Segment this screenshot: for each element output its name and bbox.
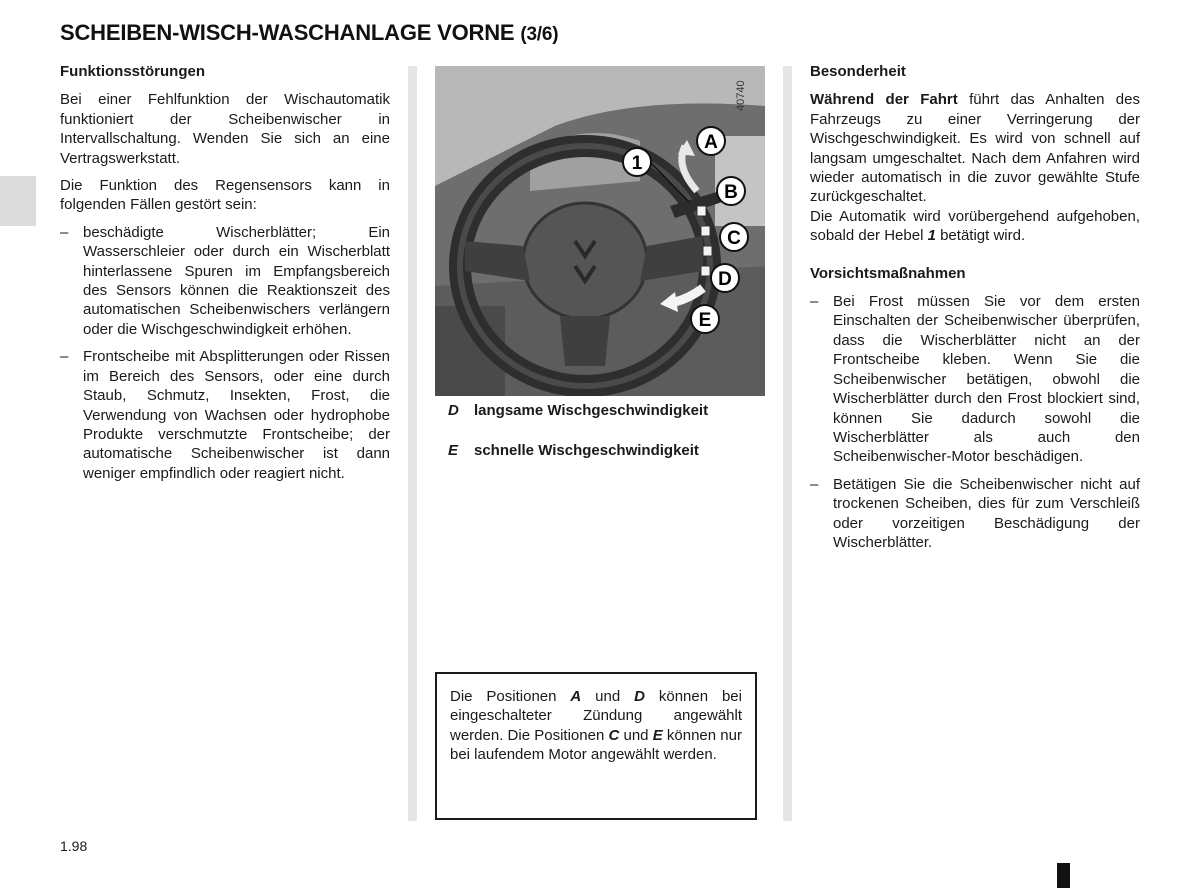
list-dash: –: [810, 293, 819, 311]
lever-key: 1: [927, 227, 936, 245]
list-item: [60, 347, 390, 483]
note-text: Die Positionen: [450, 688, 571, 705]
list-item: [810, 292, 1140, 467]
legend-text: schnelle Wischgeschwindigkeit: [474, 442, 699, 459]
malfunction-list: [60, 223, 390, 483]
page-corner-mark: [1057, 863, 1070, 888]
special-feature-heading: Besonderheit: [810, 63, 906, 80]
position-marker: [697, 206, 706, 216]
title-page-suffix: (3/6): [520, 24, 559, 45]
precautions-heading: Vorsichtsmaßnahmen: [810, 264, 966, 282]
driving-paragraph: [810, 90, 1140, 206]
note-text: können nur bei laufendem Motor angewählt werden.: [450, 726, 742, 764]
left-column: [60, 62, 390, 491]
page-number: 1.98: [60, 838, 88, 854]
note-text: und: [619, 726, 653, 744]
note-box: [435, 672, 757, 820]
figure-code: 40740: [735, 80, 747, 112]
steering-wheel-hub: [523, 203, 647, 319]
legend-entry: [448, 402, 708, 419]
driving-paragraph-text: führt das Anhalten des Fahrzeugs zu einer Verringerung der Wischgeschwindigkeit. Es wird von schnell auf langsam umgeschaltet. Nach dem Anfahren wird wieder automatisch in die zuvor gewählte Stufe zurückgeschaltet.: [810, 91, 1140, 206]
precautions-list: [810, 292, 1140, 552]
note-text: und: [581, 688, 635, 705]
position-marker: [703, 246, 712, 256]
legend-entry: [448, 442, 699, 459]
lever-label: 1: [631, 153, 643, 174]
right-column: [810, 62, 1140, 560]
column-separator-right: [783, 66, 792, 821]
note-key-a: A: [570, 688, 582, 705]
legend-key: D: [448, 402, 459, 419]
note-text: können bei eingeschalteter Zündung angewählt werden. Die Positionen: [450, 688, 742, 744]
legend-key: E: [448, 442, 459, 459]
position-marker: [701, 226, 710, 236]
malfunctions-heading: Funktionsstörungen: [60, 63, 205, 80]
position-e-label: E: [698, 310, 712, 331]
override-text: betätigt wird.: [935, 227, 1026, 245]
note-key-c: C: [608, 726, 620, 744]
list-item-text: Frontscheibe mit Absplitterungen oder Rissen im Bereich des Sensors, oder eine durch Staub, Schmutz, Insekten, Frost, die Verwendung von Wachsen oder hydrophobe Produkte verschmutzte Frontscheibe; der automatische Scheibenwischer ist dann weniger empfindlich oder reagiert nicht.: [83, 348, 390, 482]
page-title: [60, 20, 558, 46]
column-separator-left: [408, 66, 417, 821]
title-text: SCHEIBEN-WISCH-WASCHANLAGE VORNE: [60, 20, 515, 45]
steering-wheel-illustration: [435, 66, 765, 396]
list-item: [60, 223, 390, 339]
override-paragraph: [810, 207, 1140, 246]
position-d-label: D: [718, 269, 732, 290]
list-dash: –: [60, 348, 69, 366]
list-item-text: beschädigte Wischerblätter; Ein Wasserschleier oder durch ein Wischerblatt hinterlassene Spuren im Empfangsbereich des Sensors können die Reaktionszeit des automatischen Scheibenwischers verlängern oder die Wischgeschwindigkeit erhöhen.: [83, 223, 390, 338]
legend-text: langsame Wischgeschwindigkeit: [474, 402, 709, 419]
malfunction-paragraph: Bei einer Fehlfunktion der Wischautomatik funktioniert der Scheibenwischer in Intervallschaltung. Wenden Sie sich an eine Vertragswerkstatt.: [60, 91, 390, 167]
note-key-e: E: [652, 726, 663, 744]
list-item-text: Bei Frost müssen Sie vor dem ersten Einschalten der Scheibenwischer überprüfen, dass die Wischerblätter nicht an der Frontscheibe kleben. Wenn Sie die Scheibenwischer betätigen, obwohl die Wischerblätter durch den Frost blockiert sind, können Sie dadurch sowohl die Wischerblätter als auch den Scheibenwischer-Motor beschädigen.: [833, 293, 1140, 466]
list-item-text: Betätigen Sie die Scheibenwischer nicht auf trockenen Scheiben, dies für zum Verschleiß oder vorzeitigen Beschädigung der Wischerblätter.: [833, 475, 1140, 551]
steering-wheel-drawing: [435, 66, 765, 396]
override-text: Die Automatik wird vorübergehend aufgehoben, sobald der Hebel: [810, 207, 1140, 245]
note-key-d: D: [634, 688, 645, 705]
list-dash: –: [60, 223, 69, 241]
position-a-label: A: [704, 132, 718, 153]
position-c-label: C: [727, 228, 741, 249]
list-item: [810, 475, 1140, 553]
section-thumb-tab: [0, 176, 36, 226]
list-dash: –: [810, 475, 819, 493]
rain-sensor-paragraph: Die Funktion des Regensensors kann in folgenden Fällen gestört sein:: [60, 177, 390, 214]
driving-paragraph-lead: Während der Fahrt: [810, 91, 958, 109]
steering-spoke-bottom: [560, 316, 610, 366]
position-marker: [701, 266, 710, 276]
position-b-label: B: [724, 182, 738, 203]
